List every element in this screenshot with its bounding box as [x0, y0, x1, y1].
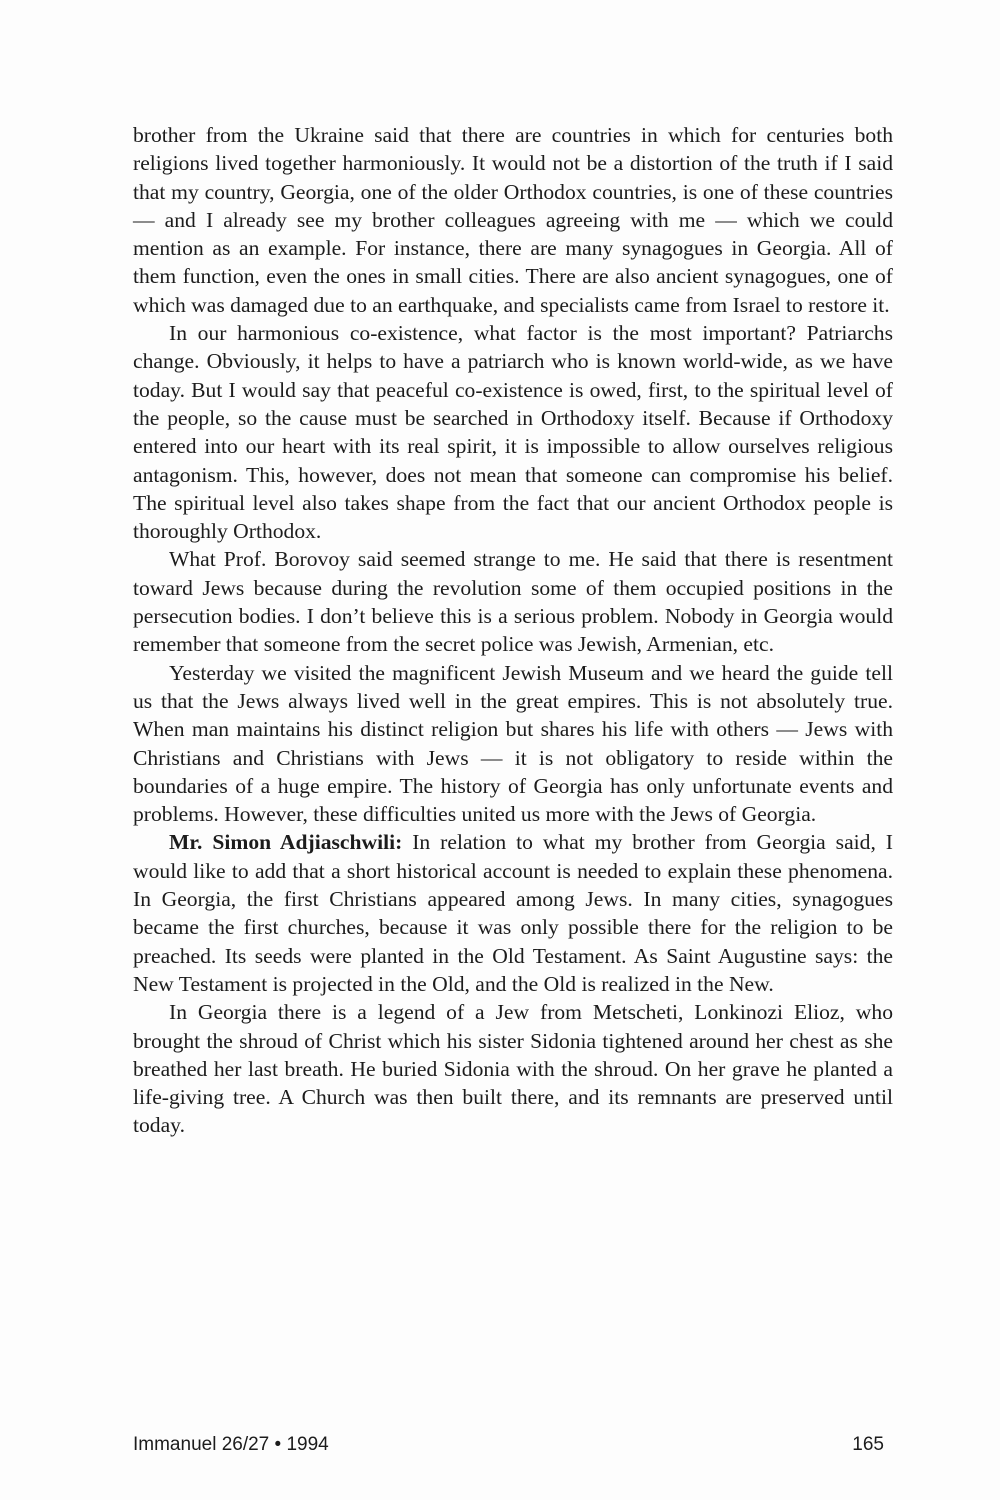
body-text — [133, 121, 893, 1140]
speech-paragraph — [133, 828, 893, 998]
paragraph-3: What Prof. Borovoy said seemed strange to me. He said that there is resentment toward Jews because during the revolution some of them occupied positions in the persecution bodies. I don’t believe this is a serious problem. Nobody in Georgia would remember that someone from the secret police was Jewish, Armenian, etc. — [133, 547, 893, 657]
paragraph-1: brother from the Ukraine said that there are countries in which for centuries both religions lived together harmoniously. It would not be a distortion of the truth if I said that my country, Georgia, one of the older Orthodox countries, is one of these countries — and I already see my brother colleagues agreeing with me — which we could mention as an example. For instance, there are many synagogues in Georgia. All of them function, even the ones in small cities. There are also ancient synagogues, one of which was damaged due to an earthquake, and specialists came from Israel to restore it. — [133, 123, 893, 317]
page-number: 165 — [852, 1434, 884, 1455]
journal-citation: Immanuel 26/27 • 1994 — [133, 1434, 329, 1455]
speaker-name: Mr. Simon Adjiaschwili: — [169, 830, 403, 855]
paragraph-4: Yesterday we visited the magnificent Jewish Museum and we heard the guide tell us that the Jews always lived well in the great empires. This is not absolutely true. When man maintains his distinct religion but shares his life with others — Jews with Christians and Christians with Jews — it is not obligatory to reside within the boundaries of a huge empire. The history of Georgia has only unfortunate events and problems. However, these difficulties united us more with the Jews of Georgia. — [133, 660, 893, 827]
paragraph-2: In our harmonious co-existence, what factor is the most important? Patriarchs change. Obviously, it helps to have a patriarch who is known world-wide, as we have today. But I would say that peaceful co-existence is owed, first, to the spiritual level of the people, so the cause must be searched in Orthodoxy itself. Because if Orthodoxy entered into our heart with its real spirit, it is impossible to allow ourselves religious antagonism. This, however, does not mean that someone can compromise his belief. The spiritual level also takes shape from the fact that our ancient Orthodox people is thoroughly Orthodox. — [133, 321, 893, 544]
paragraph-final: In Georgia there is a legend of a Jew from Metscheti, Lonkinozi Elioz, who brought the shroud of Christ which his sister Sidonia tightened around her chest as she breathed her last breath. He buried Sidonia with the shroud. On her grave he planted a life-giving tree. A Church was then built there, and its remnants are preserved until today. — [133, 1000, 893, 1138]
speech-text: In relation to what my brother from Georgia said, I would like to add that a short historical account is needed to explain these phenomena. In Georgia, the first Christians appeared among Jews. In many cities, synagogues became the first churches, because it was only possible there for the religion to be preached. Its seeds were planted in the Old Testament. As Saint Augustine says: the New Testament is projected in the Old, and the Old is realized in the New. — [133, 830, 893, 996]
